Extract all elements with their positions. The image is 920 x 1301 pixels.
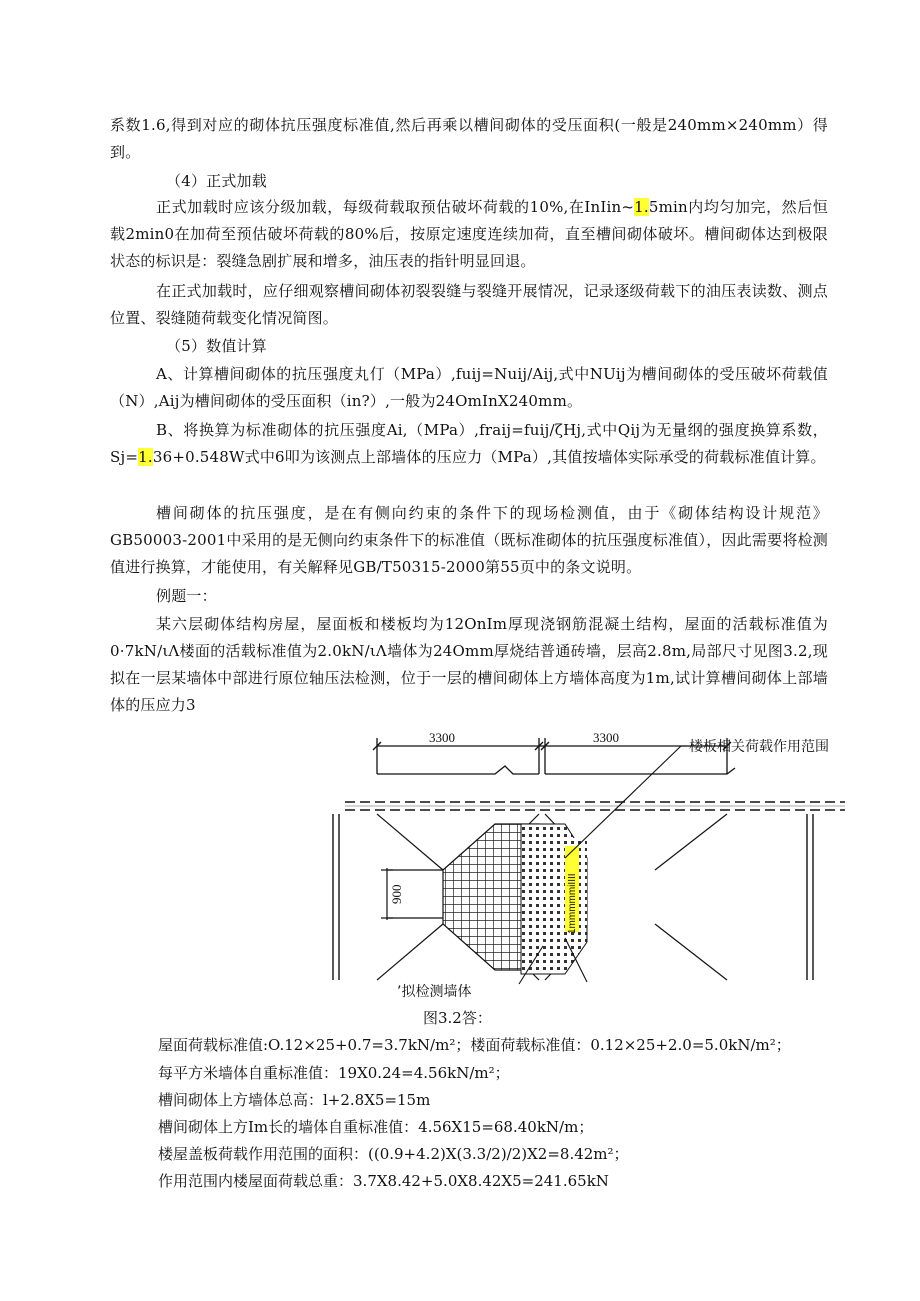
vertical-dim-label: 900 xyxy=(389,884,404,904)
highlight-mark: 1. xyxy=(138,448,153,466)
answer-line-4: 槽间砌体上方Im长的墙体自重标准值：4.56X15=68.40kN/m； xyxy=(158,1118,594,1136)
dim-label-right: 3300 xyxy=(593,730,619,745)
figure-caption: 图3.2答： xyxy=(423,1009,492,1027)
paragraph-example-problem: 某六层砌体结构房屋，屋面板和楼板均为12OnIm厚现浇钢筋混凝土结构，屋面的活载标准值为0·7kN∕ιΛ楼面的活载标准值为2.0kN∕ιΛ墙体为24Omm厚烧结普通砖墙，层高2.8m,局部尺寸见图3.2,现拟在一层某墙体中部进行原位轴压法检测，位于一层的槽间砌体上方墙体高度为1m,试计算槽间砌体上部墙体的压应力3 xyxy=(110,615,828,714)
paragraph-step-b: B、将换算为标准砌体的抗压强度Ai,（MPa）,fraij=fuij/ζHj,式中Qij为无量纲的强度换算系数，Sj=1.36+0.548W式中6叩为该测点上部墙体的压应力（MPa）,其值按墙体实际承受的荷载标准值计算。 xyxy=(110,421,828,466)
paragraph-step-a: A、计算槽间砌体的抗压强度丸仃（MPa）,fuij=Nuij/Aij,式中NUij为槽间砌体的受压破坏荷载值（N）,Aij为槽间砌体的受压面积（in?）,一般为24OmInX240mm。 xyxy=(110,365,828,410)
paragraph-observation: 在正式加载时，应仔细观察槽间砌体初裂裂缝与裂缝开展情况，记录逐级荷载下的油压表读数、测点位置、裂缝随荷载变化情况简图。 xyxy=(110,282,828,327)
left-wall xyxy=(333,814,339,980)
label-test-wall: ’拟检测墙体 xyxy=(397,984,472,1000)
label-slab-load-range: 楼板相关荷载作用范围 xyxy=(689,739,829,755)
dim-label-left: 3300 xyxy=(429,730,455,745)
answer-line-2: 每平方米墙体自重标准值：19X0.24=4.56kN/m²； xyxy=(158,1064,510,1082)
paragraph-explanation: 槽间砌体的抗压强度，是在有侧向约束的条件下的现场检测值，由于《砌体结构设计规范》GB50003-2001中采用的是无侧向约束条件下的标准值（既标准砌体的抗压强度标准值），因此需要将检测值进行换算，才能使用，有关解释见GB/T50315-2000第55页中的条文说明。 xyxy=(110,504,828,576)
paragraph-formal-loading: 正式加载时应该分级加载，每级荷载取预估破坏荷载的10%,在InIin~1.5min内均匀加完，然后恒载2min0在加荷至预估破坏荷载的80%后，按原定速度连续加荷，直至槽间砌体破坏。槽间砌体达到极限状态的标识是：裂缝急剧扩展和增多，油压表的指针明显回退。 xyxy=(110,198,828,270)
dimension-line xyxy=(373,738,731,774)
answer-line-1: 屋面荷载标准值:O.12×25+0.7=3.7kN/m²；楼面荷载标准值：0.12×25+2.0=5.0kN/m²； xyxy=(158,1036,791,1054)
figure-drawing xyxy=(325,728,845,1000)
beam-line-top xyxy=(377,766,735,774)
answer-line-5: 楼屋盖板荷载作用范围的面积：((0.9+4.2)X(3.3/2)/2)X2=8.42m²； xyxy=(158,1145,629,1163)
section-heading-formal-loading: （4）正式加载 xyxy=(166,172,267,190)
figure-wall-plan xyxy=(325,728,845,1000)
answer-line-6: 作用范围内楼屋面荷载总重：3.7X8.42+5.0X8.42X5=241.65kN xyxy=(158,1172,609,1190)
example-heading: 例题一： xyxy=(156,587,217,605)
paragraph-continuation: 系数1.6,得到对应的砌体抗压强度标准值,然后再乘以槽间砌体的受压面积(一般是240mm×240mm）得到。 xyxy=(110,116,828,161)
right-wall xyxy=(807,814,813,980)
section-heading-calculation: （5）数值计算 xyxy=(166,337,267,355)
highlight-mark: 1. xyxy=(634,198,649,216)
vertical-noise-text: 1mmmmmiIIII xyxy=(567,873,578,934)
answer-line-3: 槽间砌体上方墙体总高：l+2.8X5=15m xyxy=(158,1091,431,1109)
